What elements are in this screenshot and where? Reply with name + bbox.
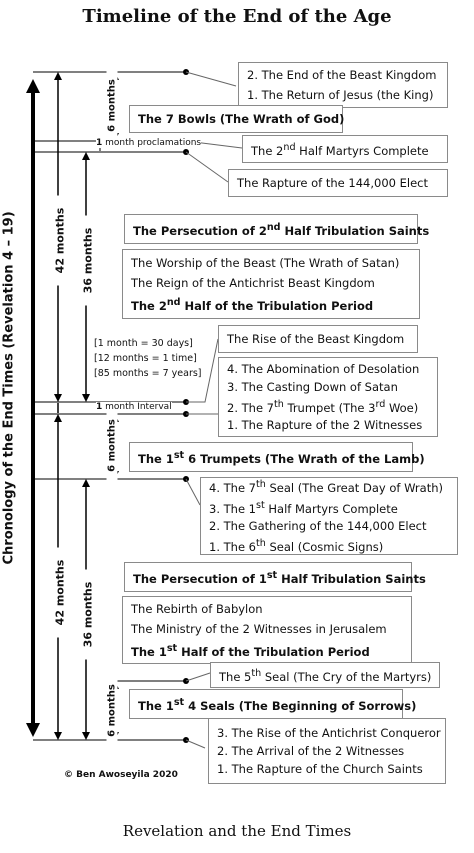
- box-first-half: The Rebirth of Babylon The Ministry of the 2 Witnesses in Jerusalem The 1st Half of the Tribulation Period: [122, 596, 412, 664]
- duration-label-6-lower-a: 6 months: [107, 411, 118, 481]
- duration-label-36-lower: 36 months: [82, 570, 95, 660]
- connector: [186, 673, 210, 681]
- proclamations-label: 1 month proclamations: [96, 138, 202, 148]
- box-start: 3. The Rise of the Antichrist Conqueror 2. The Arrival of the 2 Witnesses 1. The Rapture of the Church Saints: [208, 718, 446, 784]
- connector: [186, 152, 228, 182]
- box-second-half: The Worship of the Beast (The Wrath of Satan) The Reign of the Antichrist Beast Kingdom The 2nd Half of the Tribulation Period: [122, 249, 420, 319]
- footer-caption: Revelation and the End Times: [122, 822, 352, 840]
- copyright: © Ben Awoseyila 2020: [64, 770, 178, 780]
- axis-label: Chronology of the End Times (Revelation 4 – 19): [1, 211, 17, 565]
- notes: [94, 336, 202, 381]
- duration-label-6-lower-b: 6 months: [107, 676, 118, 746]
- note: [12 months = 1 time]: [94, 353, 197, 364]
- box-seven-bowls: The 7 Bowls (The Wrath of God): [129, 105, 343, 133]
- box-six-trumpets: The 1st 6 Trumpets (The Wrath of the Lamb): [129, 442, 413, 472]
- connector: [186, 740, 205, 748]
- box-rise-beast: The Rise of the Beast Kingdom: [218, 325, 418, 353]
- box-second-martyrs: The 2nd Half Martyrs Complete: [242, 135, 448, 163]
- connector: [186, 479, 200, 505]
- note: [1 month = 30 days]: [94, 338, 193, 349]
- interval-label: 1 month Interval: [96, 402, 172, 412]
- box-seals-group: 4. The 7th Seal (The Great Day of Wrath) 3. The 1st Half Martyrs Complete 2. The Gathering of the 144,000 Elect 1. The 6th Seal (Cosmic Signs): [200, 477, 458, 555]
- connector: [186, 72, 236, 86]
- box-end-beast: 2. The End of the Beast Kingdom 1. The Return of Jesus (the King): [238, 62, 448, 108]
- box-rapture-144k: The Rapture of the 144,000 Elect: [228, 169, 448, 197]
- duration-label-36-upper: 36 months: [82, 216, 95, 306]
- duration-label-42-lower: 42 months: [54, 548, 67, 638]
- note: [85 months = 7 years]: [94, 368, 202, 379]
- duration-label-6-upper: 6 months: [107, 71, 118, 141]
- duration-label-42-upper: 42 months: [54, 196, 67, 286]
- box-four-seals: The 1st 4 Seals (The Beginning of Sorrows): [129, 689, 403, 719]
- box-persecution-1st: The Persecution of 1st Half Tribulation Saints: [124, 562, 412, 592]
- box-persecution-2nd: The Persecution of 2nd Half Tribulation Saints: [124, 214, 418, 244]
- box-fifth-seal: The 5th Seal (The Cry of the Martyrs): [210, 662, 440, 688]
- box-abomination: 4. The Abomination of Desolation 3. The Casting Down of Satan 2. The 7th Trumpet (The 3rd Woe) 1. The Rapture of the 2 Witnesses: [218, 357, 438, 437]
- page-title: Timeline of the End of the Age: [82, 6, 392, 27]
